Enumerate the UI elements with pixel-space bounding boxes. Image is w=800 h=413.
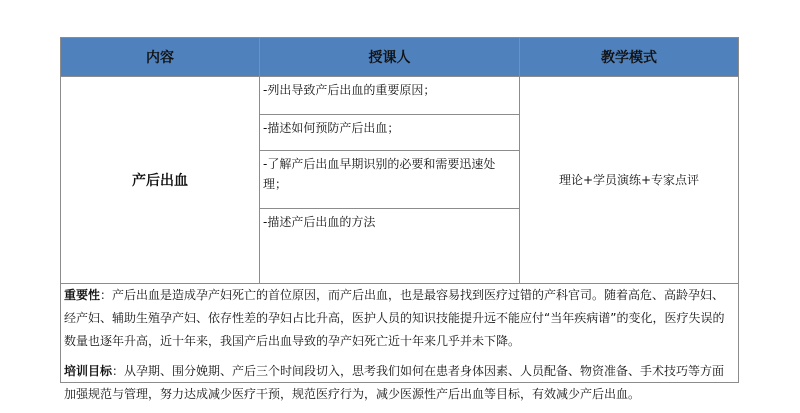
topic-cell: 产后出血: [132, 172, 188, 189]
objective-item: -了解产后出血早期识别的必要和需要迅速处理；: [263, 157, 496, 191]
goal-text: ：从孕期、围分娩期、产后三个时间段切入，思考我们如何在患者身体因素、人员配备、物资准备、手术技巧等方面加强规范与管理，努力达成减少医疗干预，规范医疗行为，减少医源性产后出血等目标，有效减少产后出血。: [64, 364, 725, 401]
column-divider: [259, 38, 260, 283]
teaching-mode-cell: 理论+学员演练+专家点评: [558, 173, 700, 187]
row-divider: [259, 150, 519, 151]
table-header-row: [61, 38, 738, 77]
row-divider: [259, 208, 519, 209]
header-lecturer: 授课人: [368, 50, 411, 66]
notes-section: [61, 284, 738, 406]
importance-text: ：产后出血是造成孕产妇死亡的首位原因，而产后出血，也是最容易找到医疗过错的产科官司。随着高危、高龄孕妇、经产妇、辅助生殖孕产妇、依存性差的孕妇占比升高，医护人员的知识技能提升远不能应付“当年疾病谱”的变化，医疗失误的数量也逐年升高，近十年来，我国产后出血导致的孕产妇死亡近十年来几乎并未下降。: [64, 288, 725, 348]
objective-item: -描述产后出血的方法: [263, 215, 376, 229]
header-content: 内容: [146, 50, 174, 66]
course-table: [60, 37, 739, 401]
goal-label: 培训目标: [64, 364, 113, 378]
importance-paragraph: [64, 284, 735, 353]
objective-item: -列出导致产后出血的重要原因；: [263, 83, 436, 97]
row-divider: [259, 114, 519, 115]
goal-paragraph: [64, 360, 735, 406]
header-teaching-mode: 教学模式: [601, 50, 657, 66]
importance-label: 重要性: [64, 288, 101, 302]
objective-item: -描述如何预防产后出血；: [263, 121, 400, 135]
